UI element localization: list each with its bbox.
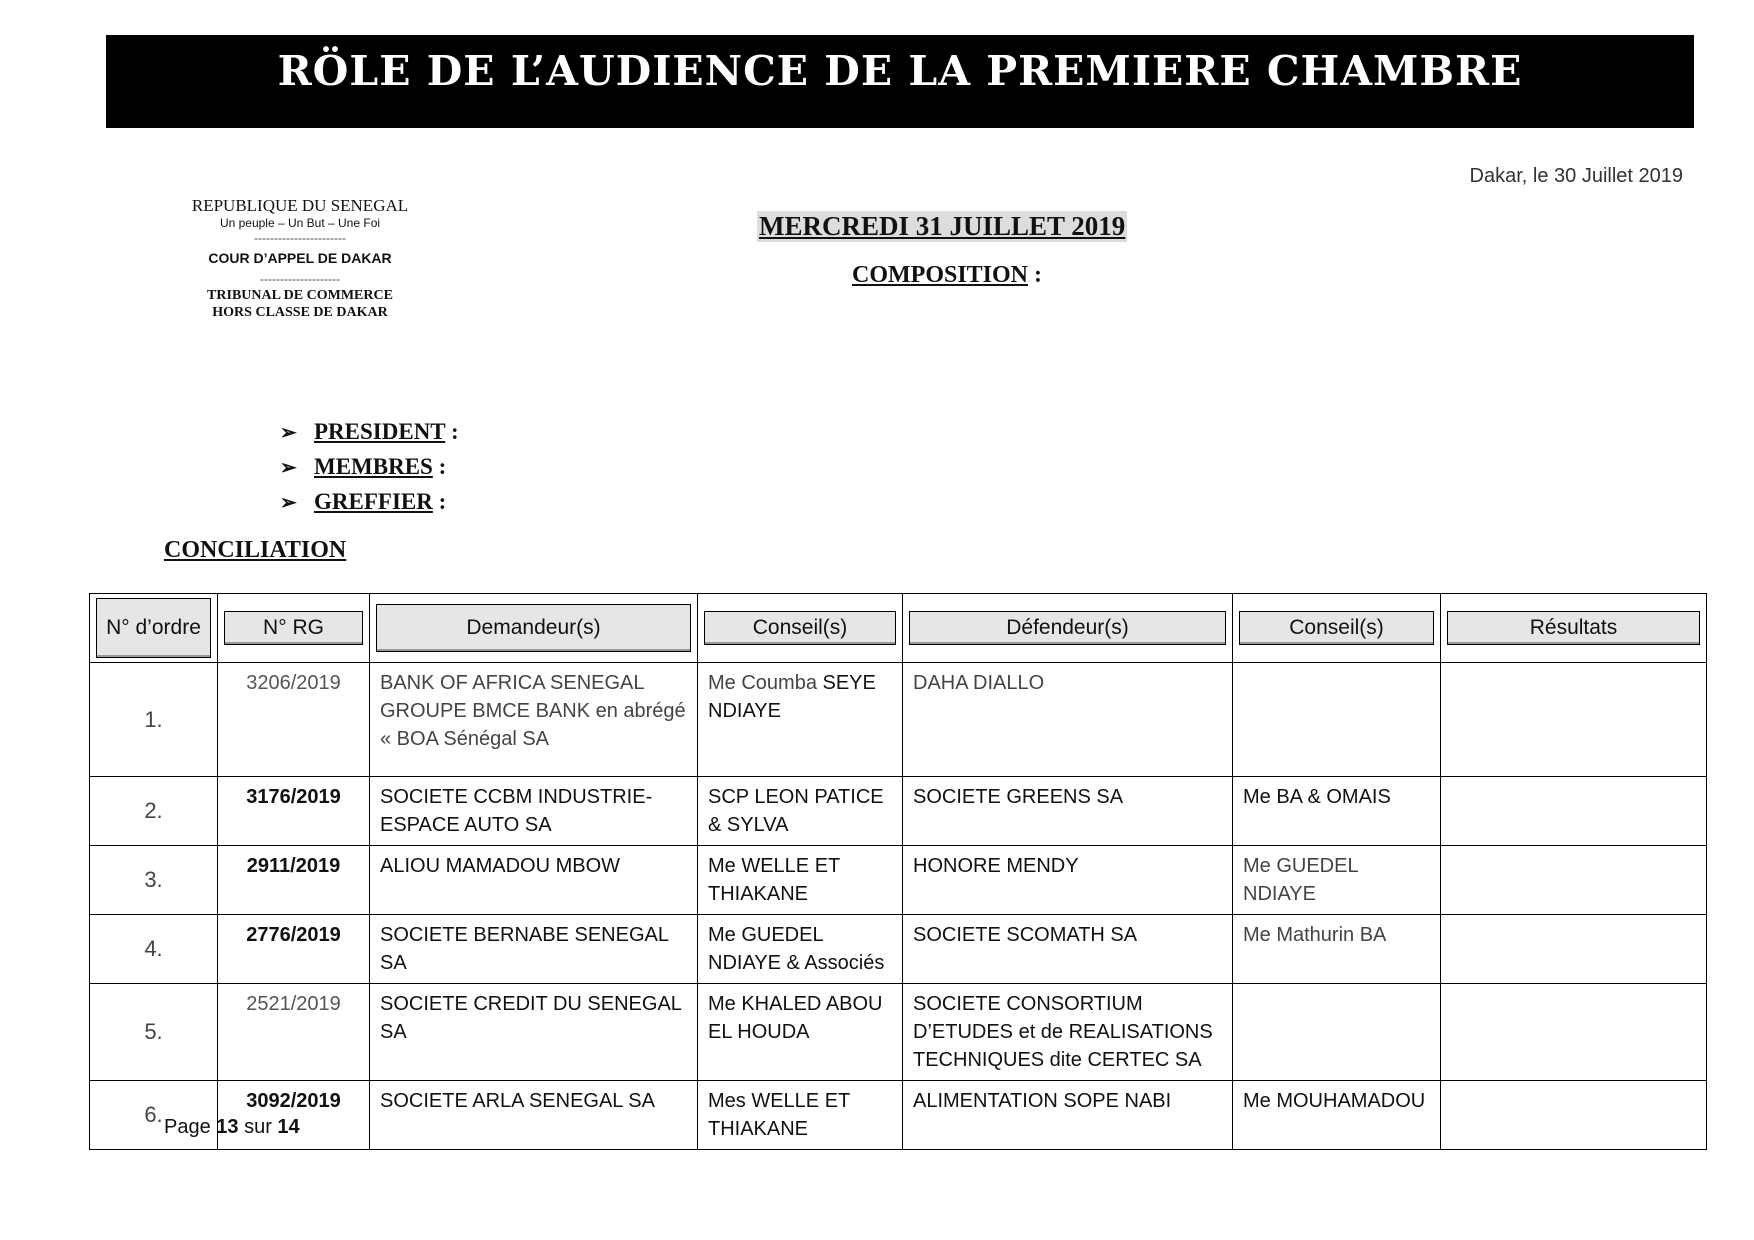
tribunal-name: TRIBUNAL DE COMMERCE xyxy=(207,287,393,303)
header-cell xyxy=(698,594,903,663)
demandeur: SOCIETE CREDIT DU SENEGAL SA xyxy=(370,984,698,1081)
conseil-defendeur: Me MOUHAMADOU xyxy=(1233,1081,1441,1150)
page-title: RÖLE DE L’AUDIENCE DE LA PREMIERE CHAMBRE xyxy=(277,46,1523,95)
page-total: 14 xyxy=(277,1116,300,1138)
demandeur: SOCIETE CCBM INDUSTRIE-ESPACE AUTO SA xyxy=(370,777,698,846)
org-header xyxy=(150,195,450,322)
composition-suffix: : xyxy=(1028,262,1043,288)
separator: -------------------- xyxy=(260,271,340,286)
role-suffix: : xyxy=(432,454,447,479)
header-order: N° d’ordre xyxy=(96,598,211,658)
conseil-demandeur: Me GUEDEL NDIAYE & Associés xyxy=(698,915,903,984)
role-membres xyxy=(280,450,459,485)
arrow-bullet-icon: ➢ xyxy=(280,422,297,444)
defendeur: HONORE MENDY xyxy=(903,846,1233,915)
defendeur: DAHA DIALLO xyxy=(903,663,1233,777)
resultat xyxy=(1441,915,1707,984)
resultat xyxy=(1441,663,1707,777)
order-number: 6. xyxy=(90,1081,218,1150)
header-resultats: Résultats xyxy=(1447,611,1700,645)
conseil-defendeur: Me GUEDEL NDIAYE xyxy=(1233,846,1441,915)
separator: ----------------------- xyxy=(254,231,346,246)
header-defendeur: Défendeur(s) xyxy=(909,611,1226,645)
arrow-bullet-icon: ➢ xyxy=(280,492,297,514)
motto: Un peuple – Un But – Une Foi xyxy=(219,216,381,231)
conseil-demandeur: Me KHALED ABOU EL HOUDA xyxy=(698,984,903,1081)
conseil-demandeur: Mes WELLE ET THIAKANE xyxy=(698,1081,903,1150)
role-label: MEMBRES xyxy=(314,454,433,479)
role-label: GREFFIER xyxy=(314,489,433,514)
section-title: CONCILIATION xyxy=(164,537,347,563)
header-rg: N° RG xyxy=(224,611,363,645)
rg-number: 2776/2019 xyxy=(218,915,370,984)
table-row xyxy=(90,984,1707,1081)
conseil-defendeur xyxy=(1233,663,1441,777)
table-header-row xyxy=(90,594,1707,663)
composition-label: COMPOSITION xyxy=(852,262,1029,288)
resultat xyxy=(1441,846,1707,915)
table-row xyxy=(90,915,1707,984)
order-number: 3. xyxy=(90,846,218,915)
rg-number: 3206/2019 xyxy=(218,663,370,777)
conseil-demandeur: Me WELLE ET THIAKANE xyxy=(698,846,903,915)
resultat xyxy=(1441,777,1707,846)
conseil-demandeur xyxy=(698,663,903,777)
header-cell xyxy=(903,594,1233,663)
header-cell xyxy=(90,594,218,663)
demandeur: BANK OF AFRICA SENEGAL GROUPE BMCE BANK en abrégé « BOA Sénégal SA xyxy=(370,663,698,777)
header-cell xyxy=(1441,594,1707,663)
demandeur: ALIOU MAMADOU MBOW xyxy=(370,846,698,915)
conseil-defendeur: Me BA & OMAIS xyxy=(1233,777,1441,846)
header-conseil: Conseil(s) xyxy=(1239,611,1434,645)
defendeur: SOCIETE SCOMATH SA xyxy=(903,915,1233,984)
role-president xyxy=(280,415,459,450)
order-number: 2. xyxy=(90,777,218,846)
demandeur: SOCIETE BERNABE SENEGAL SA xyxy=(370,915,698,984)
table-row xyxy=(90,846,1707,915)
header-cell xyxy=(218,594,370,663)
role-suffix: : xyxy=(445,419,459,444)
defendeur: SOCIETE GREENS SA xyxy=(903,777,1233,846)
order-number: 4. xyxy=(90,915,218,984)
date-line: Dakar, le 30 Juillet 2019 xyxy=(1469,165,1683,187)
table-row xyxy=(90,663,1707,777)
roles-list xyxy=(280,415,459,520)
rg-number: 3092/2019 xyxy=(218,1081,370,1150)
footer-prefix: Page xyxy=(164,1116,217,1138)
header-demandeur: Demandeur(s) xyxy=(376,604,691,652)
role-label: PRESIDENT xyxy=(314,419,446,444)
court-name: COUR D’APPEL DE DAKAR xyxy=(208,250,392,267)
conseil-defendeur: Me Mathurin BA xyxy=(1233,915,1441,984)
cases-table xyxy=(89,593,1707,1150)
table-row xyxy=(90,777,1707,846)
header-conseil: Conseil(s) xyxy=(704,611,896,645)
page-number: 13 xyxy=(216,1116,239,1138)
rg-number: 3176/2019 xyxy=(218,777,370,846)
header-cell xyxy=(370,594,698,663)
order-number: 1. xyxy=(90,663,218,777)
rg-number: 2911/2019 xyxy=(218,846,370,915)
page-footer xyxy=(164,1116,300,1139)
republic-name: REPUBLIQUE DU SENEGAL xyxy=(191,196,409,215)
footer-middle: sur xyxy=(238,1116,278,1138)
rg-number: 2521/2019 xyxy=(218,984,370,1081)
defendeur: ALIMENTATION SOPE NABI xyxy=(903,1081,1233,1150)
resultat xyxy=(1441,984,1707,1081)
title-banner xyxy=(106,35,1694,128)
order-number: 5. xyxy=(90,984,218,1081)
resultat xyxy=(1441,1081,1707,1150)
conseil-name: Me Coumba xyxy=(708,672,823,694)
conseil-defendeur xyxy=(1233,984,1441,1081)
hearing-day: MERCREDI 31 JUILLET 2019 xyxy=(759,211,1126,241)
table-row xyxy=(90,1081,1707,1150)
composition-heading xyxy=(852,262,1042,289)
tribunal-class: HORS CLASSE DE DAKAR xyxy=(212,305,388,321)
conseil-demandeur: SCP LEON PATICE & SYLVA xyxy=(698,777,903,846)
conseil-name-emph: SEYE NDIAYE xyxy=(708,672,876,722)
demandeur: SOCIETE ARLA SENEGAL SA xyxy=(370,1081,698,1150)
header-cell xyxy=(1233,594,1441,663)
role-greffier xyxy=(280,485,459,520)
arrow-bullet-icon: ➢ xyxy=(280,457,297,479)
defendeur: SOCIETE CONSORTIUM D’ETUDES et de REALISATIONS TECHNIQUES dite CERTEC SA xyxy=(903,984,1233,1081)
role-suffix: : xyxy=(432,489,447,514)
